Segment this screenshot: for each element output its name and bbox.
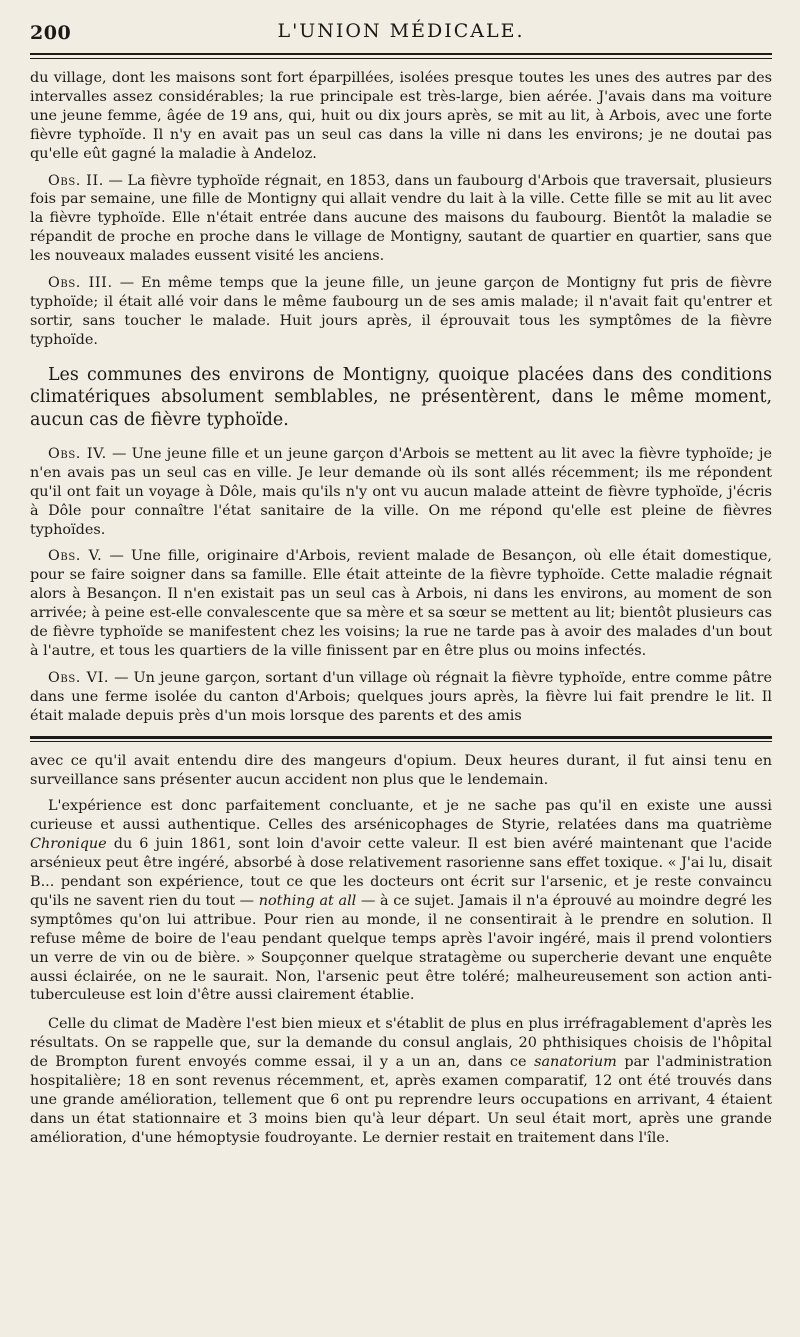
- header-rule-thin: [30, 58, 772, 59]
- bottom-column: [30, 752, 772, 1148]
- paragraph-arsenic: [30, 797, 772, 1005]
- observation-6: [30, 669, 772, 726]
- observation-2: [30, 172, 772, 267]
- running-title: L'UNION MÉDICALE.: [277, 20, 525, 42]
- italic-chronique: Chronique: [30, 836, 107, 853]
- observation-label: Obs. VI.: [48, 669, 110, 686]
- page-number: 200: [30, 22, 72, 44]
- observation-text: — Une jeune fille et un jeune garçon d'Arbois se mettent au lit avec la fièvre typhoïde; je n'en avais pas un seul cas en ville. Je leur demande où ils sont allés récemment; ils me répondent qu'il ont fait un voyage à Dôle, mais qu'ils n'y ont vu aucun malade atteint de fièvre typhoïde, j'écris à Dôle pour connaître l'état sanitaire de la ville. On me répond qu'elle est pleine de fièvres typhoïdes.: [30, 445, 772, 538]
- observation-text: — Une fille, originaire d'Arbois, revient malade de Besançon, où elle était domestique, pour se faire soigner dans sa famille. Elle était atteinte de la fièvre typhoïde. Cette maladie régnait alors à Besançon. Il n'en existait pas un seul cas à Arbois, ni dans les environs, au moment de son arrivée; à peine est-elle convalescente que sa mère et sa sœur se mettent au lit; bientôt plusieurs cas de fièvre typhoïde se manifestent chez les voisins; la rue ne tarde pas à avoir des malades d'un bout à l'autre, et tous les quartiers de la ville finissent par en être plus ou moins infectés.: [30, 548, 772, 659]
- page-header: [30, 14, 772, 44]
- observation-text: — Un jeune garçon, sortant d'un village où régnait la fièvre typhoïde, entre comme pâtre dans une ferme isolée du canton d'Arbois; quelques jours après, la fièvre lui fait prendre le lit. Il était malade depuis près d'un mois lorsque des parents et des amis: [30, 669, 772, 724]
- header-rule: [30, 53, 772, 55]
- observation-4: [30, 445, 772, 540]
- paragraph-madeira: [30, 1015, 772, 1147]
- summary-paragraph: Les communes des environs de Montigny, quoique placées dans des conditions climatériques absolument semblables, ne présentèrent, dans le même moment, aucun cas de fièvre typhoïde.: [30, 364, 772, 430]
- paragraph-opium: avec ce qu'il avait entendu dire des mangeurs d'opium. Deux heures durant, il fut ainsi tenu en surveillance sans présenter aucun accident non plus que le lendemain.: [30, 752, 772, 788]
- observation-label: Obs. IV.: [48, 445, 107, 462]
- observation-text: — En même temps que la jeune fille, un jeune garçon de Montigny fut pris de fièvre typhoïde; il était allé voir dans le même faubourg un de ses amis malade; il n'avait fait qu'entrer et sortir, sans toucher le malade. Huit jours après, il éprouvait tous les symptômes de la fièvre typhoïde.: [30, 275, 772, 348]
- text-run: du 6 juin 1861, sont loin d'avoir cette valeur. Il est bien avéré maintenant que l'acide arsénieux peut être ingéré, absorbé à dose relativement rasorienne sans effet toxique. « J'ai lu, disait B... pendant son expérience, tout ce que les docteurs ont écrit sur l'arsenic, et je reste convaincu qu'ils ne savent rien du tout —: [30, 836, 772, 909]
- text-run: Celle du climat de Madère l'est bien mieux et s'établit de plus en plus irréfragablement d'après les résultats. On se rappelle que, sur la demande du consul anglais, 20 phthisiques choisis de l'hôpital de Brompton furent envoyés comme essai, il y a un an, dans ce: [30, 1016, 772, 1071]
- observation-text: — La fièvre typhoïde régnait, en 1853, dans un faubourg d'Arbois que traversait, plusieurs fois par semaine, une fille de Montigny qui allait vendre du lait à la ville. Cette fille se mit au lit avec la fièvre typhoïde. Elle n'était entrée dans aucune des maisons du faubourg. Bientôt la maladie se répandit de proche en proche dans le village de Montigny, sautant de quartier en quartier, sans que les nouveaux malades eussent visité les anciens.: [30, 172, 772, 265]
- observation-3: [30, 274, 772, 350]
- top-column: [30, 69, 772, 726]
- section-separator: [30, 736, 772, 742]
- observation-label: Obs. II.: [48, 172, 104, 189]
- paragraph-village: du village, dont les maisons sont fort éparpillées, isolées presque toutes les unes des autres par des intervalles assez considérables; la rue principale est très-large, bien aérée. J'avais dans ma voiture une jeune femme, âgée de 19 ans, qui, huit ou dix jours après, se mit au lit, à Arbois, avec une forte fièvre typhoïde. Il n'y en avait pas un seul cas dans la ville ni dans les environs; je ne doutai pas qu'elle eût gagné la maladie à Andeloz.: [30, 70, 772, 162]
- observation-5: [30, 547, 772, 660]
- observation-label: Obs. III.: [48, 275, 113, 292]
- italic-sanatorium: sanatorium: [534, 1054, 617, 1071]
- observation-label: Obs. V.: [48, 548, 103, 565]
- text-run: par l'administration hospitalière; 18 en sont revenus récemment, et, après examen comparatif, 12 ont été trouvés dans une grande amélioration, tellement que 6 ont pu reprendre leurs occupations en arrivant, 4 étaient dans un état stationnaire et 3 moins bien qu'à leur départ. Un seul était mort, après une grande amélioration, d'une hémoptysie foudroyante. Le dernier restait en traitement dans l'île.: [30, 1054, 772, 1146]
- text-run: — à ce sujet. Jamais il n'a éprouvé au moindre degré les symptômes qu'on lui attribue. Pour rien au monde, il ne consentirait à le prendre en solution. Il refuse même de boire de l'eau pendant quelque temps après l'avoir ingéré, mais il prend volontiers un verre de vin ou de bière. » Soupçonner quelque stratagème ou supercherie devant une enquête aussi éclairée, on ne le saurait. Non, l'arsenic peut être toléré; malheureusement son action anti-tuberculeuse est loin d'être aussi clairement établie.: [30, 892, 772, 1004]
- text-run: L'expérience est donc parfaitement concluante, et je ne sache pas qu'il en existe une aussi curieuse et aussi authentique. Celles des arsénicophages de Styrie, relatées dans ma quatrième: [30, 798, 772, 834]
- italic-nothing-at-all: nothing at all: [258, 892, 357, 909]
